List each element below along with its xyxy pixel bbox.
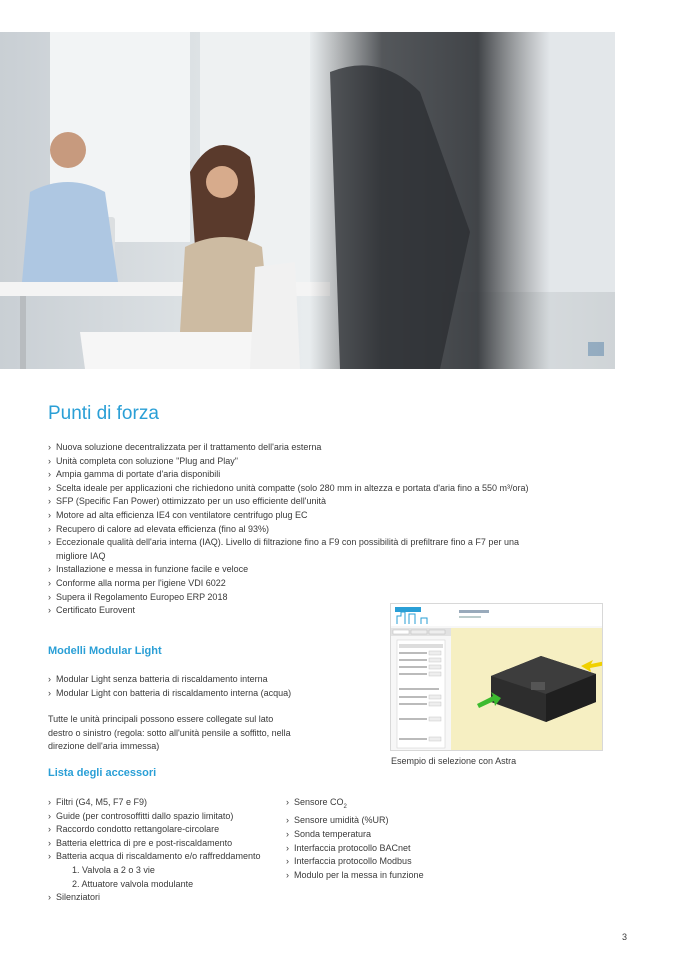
list-item: › Recupero di calore ad elevata efficienza (fino al 93%) (48, 523, 548, 537)
models-list (48, 673, 378, 700)
connection-note: Tutte le unità principali possono essere collegate sul lato destro o sinistro (regola: sotto all'unità pensile a soffitto, nella direzione dell'aria immessa) (48, 714, 291, 752)
list-subitem: 2. Attuatore valvola modulante (72, 878, 194, 889)
list-item: › Supera il Regolamento Europeo ERP 2018 (48, 591, 548, 605)
list-item: › Modulo per la messa in funzione (286, 869, 486, 883)
list-item: › Batteria acqua di riscaldamento e/o raffreddamento (48, 850, 288, 864)
co2-subscript: 2 (343, 803, 347, 810)
list-item: › Sonda temperatura (286, 828, 486, 842)
list-item: › Modular Light con batteria di riscaldamento interna (acqua) (48, 687, 378, 701)
page-title: Punti di forza (48, 403, 159, 424)
list-item: › Raccordo condotto rettangolare-circolare (48, 823, 288, 837)
co2-label: Sensore CO (294, 797, 344, 807)
list-item: › Scelta ideale per applicazioni che richiedono unità compatte (solo 280 mm in altezza e portata d'aria fino a 550 m³/ora) (48, 482, 548, 496)
list-item: › Motore ad alta efficienza IE4 con ventilatore centrifugo plug EC (48, 509, 548, 523)
list-item: › Installazione e messa in funzione facile e veloce (48, 563, 548, 577)
list-item: › Conforme alla norma per l'igiene VDI 6022 (48, 577, 548, 591)
list-item: › Unità completa con soluzione "Plug and Play" (48, 455, 548, 469)
list-subitem: 1. Valvola a 2 o 3 vie (72, 864, 155, 875)
list-item: › Interfaccia protocollo BACnet (286, 842, 486, 856)
list-item: › Sensore umidità (%UR) (286, 814, 486, 828)
page-number: 3 (622, 932, 628, 942)
list-item: › Guide (per controsoffitti dallo spazio limitato) (48, 810, 288, 824)
accessories-list-left (48, 796, 288, 905)
list-item: › Modular Light senza batteria di riscaldamento interna (48, 673, 378, 687)
list-item: › Ampia gamma di portate d'aria disponibili (48, 468, 548, 482)
hero-photo (0, 32, 615, 369)
list-item: › Silenziatori (48, 891, 288, 905)
list-item: › Interfaccia protocollo Modbus (286, 855, 486, 869)
strengths-list (48, 441, 548, 618)
screenshot-caption: Esempio di selezione con Astra (391, 756, 517, 766)
list-item (286, 796, 486, 814)
list-item: › SFP (Specific Fan Power) ottimizzato per un uso efficiente dell'unità (48, 495, 548, 509)
astra-screenshot (390, 603, 603, 751)
list-item: › Filtri (G4, M5, F7 e F9) (48, 796, 288, 810)
list-item: › Nuova soluzione decentralizzata per il trattamento dell'aria esterna (48, 441, 548, 455)
list-item: › Eccezionale qualità dell'aria interna (IAQ). Livello di filtrazione fino a F9 con possibilità di prefiltrare fino a F7 per una migliore IAQ (48, 536, 548, 563)
accessories-list-right (286, 796, 486, 882)
list-item: › Certificato Eurovent (48, 604, 548, 618)
accessories-heading: Lista degli accessori (48, 767, 157, 779)
list-item: › Batteria elettrica di pre e post-riscaldamento (48, 837, 288, 851)
models-heading: Modelli Modular Light (48, 645, 162, 657)
